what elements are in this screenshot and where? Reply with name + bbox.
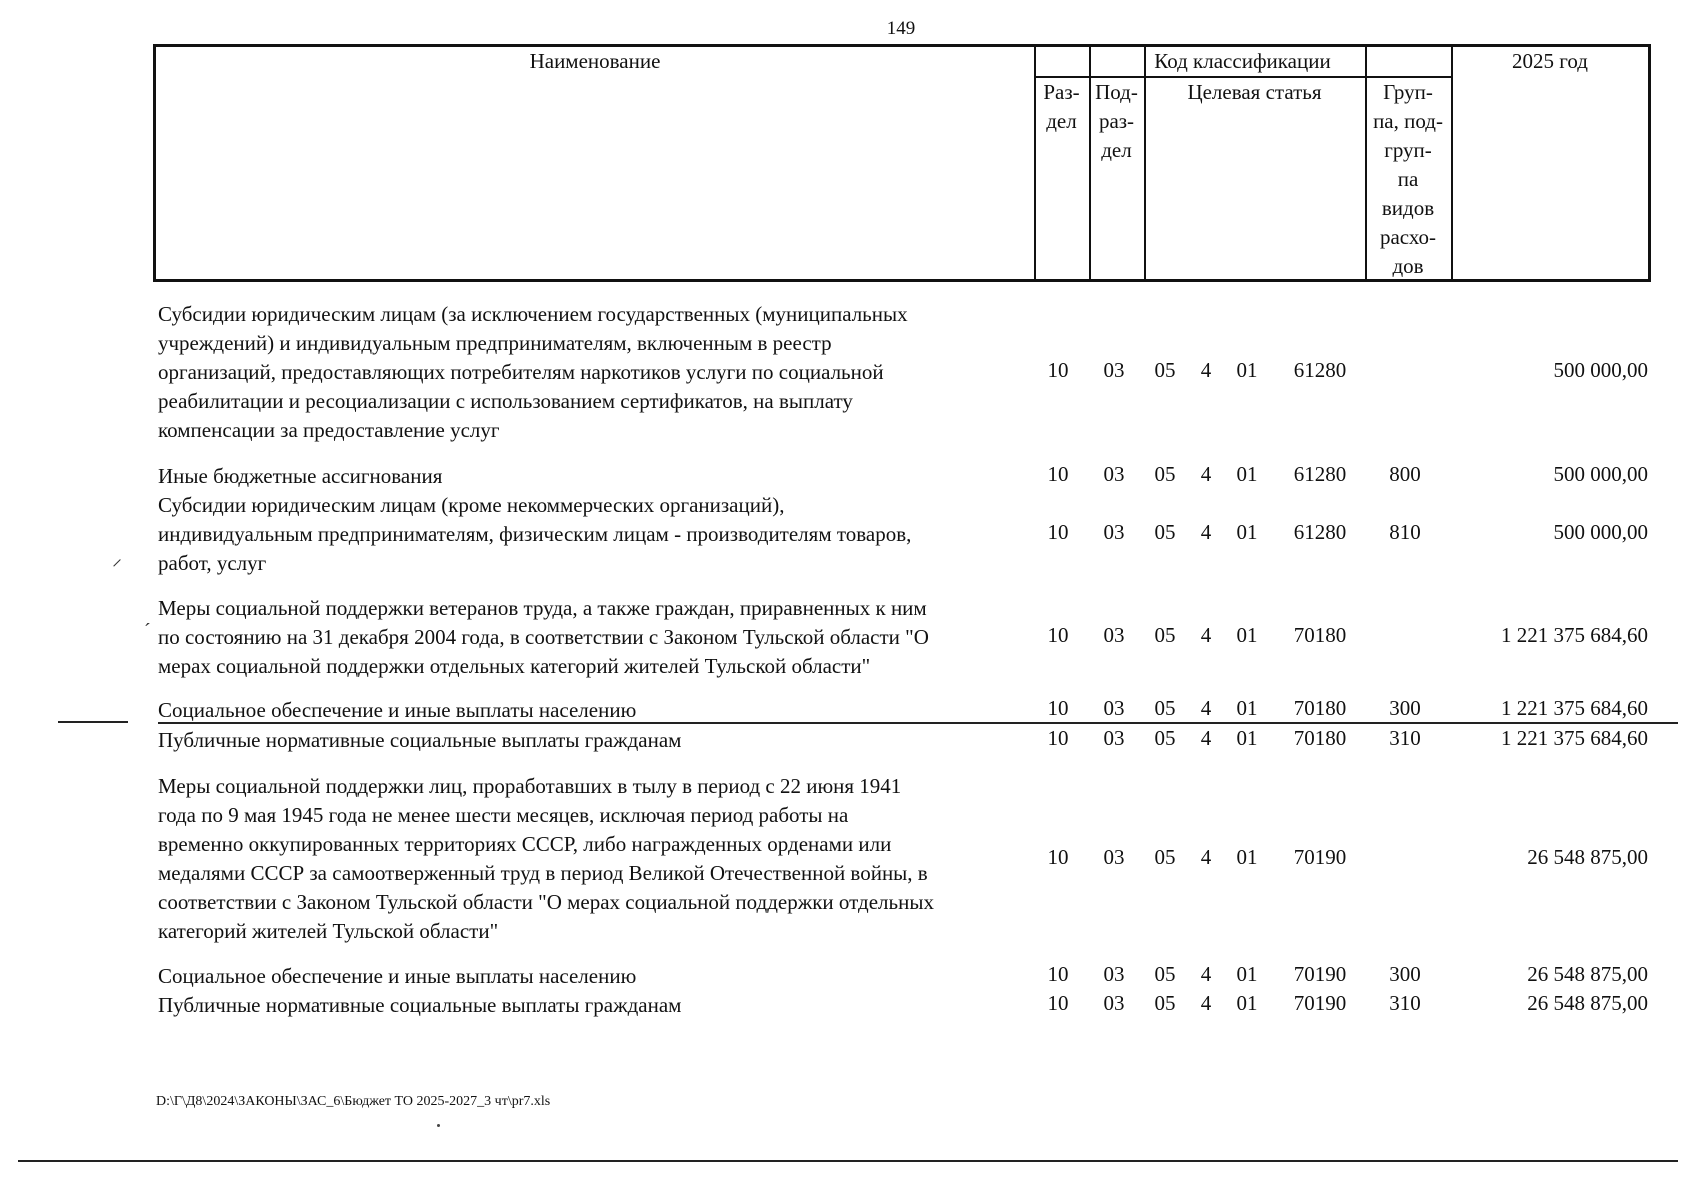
row-code-part: 05 bbox=[1154, 991, 1176, 1015]
row-code-part: 4 bbox=[1200, 623, 1212, 647]
row-name: Субсидии юридическим лицам (кроме некоммерческих организаций), индивидуальным предпринимателям, физическим лицам - производителям товаров, работ, услуг bbox=[158, 493, 912, 575]
row-code-part: 05 bbox=[1154, 358, 1176, 382]
row-code-part: 4 bbox=[1200, 962, 1212, 986]
row-code-part: 61280 bbox=[1293, 358, 1347, 382]
row-name: Меры социальной поддержки лиц, проработавших в тылу в период с 22 июня 1941 года по 9 мая 1945 года не менее шести месяцев, исключая период работы на временно оккупированных территориях СССР, либо награжденных орденами или медалями СССР за самоотверженный труд в период Великой Отечественной войны, в соответствии с Законом Тульской области "О мерах социальной поддержки отдельных категорий жителей Тульской области" bbox=[158, 774, 934, 943]
row-amount: 500 000,00 bbox=[1553, 520, 1648, 544]
row-code-part: 70180 bbox=[1293, 726, 1347, 750]
header-year: 2025 год bbox=[1512, 49, 1588, 73]
table-header bbox=[153, 44, 1651, 282]
row-code-part: 01 bbox=[1236, 520, 1258, 544]
row-razdel: 10 bbox=[1047, 358, 1069, 382]
row-code-part: 05 bbox=[1154, 726, 1176, 750]
row-amount: 1 221 375 684,60 bbox=[1501, 623, 1648, 647]
row-code-part: 61280 bbox=[1293, 462, 1347, 486]
row-code-part: 4 bbox=[1200, 462, 1212, 486]
row-razdel: 10 bbox=[1047, 845, 1069, 869]
row-amount: 500 000,00 bbox=[1553, 462, 1648, 486]
header-code: Код классификации bbox=[1154, 49, 1331, 73]
row-amount: 1 221 375 684,60 bbox=[1501, 726, 1648, 750]
row-code-part: 05 bbox=[1154, 696, 1176, 720]
row-name: Публичные нормативные социальные выплаты гражданам bbox=[158, 728, 682, 752]
row-podrazdel: 03 bbox=[1103, 623, 1125, 647]
row-amount: 1 221 375 684,60 bbox=[1501, 696, 1648, 720]
row-code-part: 01 bbox=[1236, 358, 1258, 382]
header-podrazdel: Под- раз- дел bbox=[1095, 80, 1138, 162]
row-code-part: 70190 bbox=[1293, 991, 1347, 1015]
row-code-part: 01 bbox=[1236, 726, 1258, 750]
row-podrazdel: 03 bbox=[1103, 845, 1125, 869]
row-group: 300 bbox=[1389, 696, 1421, 720]
row-code-part: 01 bbox=[1236, 845, 1258, 869]
row-code-part: 05 bbox=[1154, 962, 1176, 986]
row-code-part: 01 bbox=[1236, 991, 1258, 1015]
dot bbox=[437, 1124, 440, 1127]
row-code-part: 4 bbox=[1200, 696, 1212, 720]
header-divider bbox=[1451, 47, 1453, 279]
row-code-part: 70190 bbox=[1293, 845, 1347, 869]
divider bbox=[158, 722, 1678, 724]
row-code-part: 01 bbox=[1236, 623, 1258, 647]
row-podrazdel: 03 bbox=[1103, 358, 1125, 382]
row-code-part: 05 bbox=[1154, 845, 1176, 869]
row-code-part: 61280 bbox=[1293, 520, 1347, 544]
row-code-part: 4 bbox=[1200, 845, 1212, 869]
row-razdel: 10 bbox=[1047, 726, 1069, 750]
header-tselevaya: Целевая статья bbox=[1187, 80, 1322, 104]
pen-mark: ˊ bbox=[144, 620, 151, 642]
row-group: 810 bbox=[1389, 520, 1421, 544]
row-razdel: 10 bbox=[1047, 696, 1069, 720]
header-name: Наименование bbox=[529, 49, 661, 73]
header-gruppa: Груп- па, под- груп- па видов расхо- дов bbox=[1373, 80, 1443, 278]
row-group: 800 bbox=[1389, 462, 1421, 486]
row-podrazdel: 03 bbox=[1103, 520, 1125, 544]
row-podrazdel: 03 bbox=[1103, 462, 1125, 486]
row-name: Меры социальной поддержки ветеранов труда, а также граждан, приравненных к ним по состоянию на 31 декабря 2004 года, в соответствии с Законом Тульской области "О мерах социальной поддержки отдельных категорий жителей Тульской области" bbox=[158, 596, 929, 678]
row-group: 310 bbox=[1389, 991, 1421, 1015]
page-number: 149 bbox=[886, 18, 916, 39]
row-code-part: 4 bbox=[1200, 726, 1212, 750]
row-group: 310 bbox=[1389, 726, 1421, 750]
row-razdel: 10 bbox=[1047, 462, 1069, 486]
row-name: Иные бюджетные ассигнования bbox=[158, 464, 443, 488]
row-code-part: 01 bbox=[1236, 462, 1258, 486]
divider bbox=[58, 721, 128, 723]
row-amount: 26 548 875,00 bbox=[1527, 991, 1648, 1015]
file-path: D:\Г\Д8\2024\ЗАКОНЫ\ЗАС_6\Бюджет ТО 2025-2027_3 чт\pr7.xls bbox=[156, 1094, 551, 1109]
row-amount: 26 548 875,00 bbox=[1527, 962, 1648, 986]
row-code-part: 05 bbox=[1154, 462, 1176, 486]
row-code-part: 01 bbox=[1236, 962, 1258, 986]
header-razdel: Раз- дел bbox=[1043, 80, 1080, 133]
row-podrazdel: 03 bbox=[1103, 696, 1125, 720]
divider bbox=[18, 1160, 1678, 1162]
row-name: Субсидии юридическим лицам (за исключением государственных (муниципальных учреждений) и индивидуальным предпринимателям, включенным в реестр организаций, предоставляющих потребителям наркотиков услуги по социальной реабилитации и ресоциализации с использованием сертификатов, на выплату компенсации за предоставление услуг bbox=[158, 302, 908, 442]
row-group: 300 bbox=[1389, 962, 1421, 986]
row-code-part: 70180 bbox=[1293, 623, 1347, 647]
row-code-part: 05 bbox=[1154, 623, 1176, 647]
row-podrazdel: 03 bbox=[1103, 962, 1125, 986]
row-code-part: 4 bbox=[1200, 520, 1212, 544]
pen-mark: ⸝ bbox=[112, 548, 122, 570]
row-razdel: 10 bbox=[1047, 623, 1069, 647]
row-code-part: 05 bbox=[1154, 520, 1176, 544]
row-code-part: 4 bbox=[1200, 358, 1212, 382]
row-name: Социальное обеспечение и иные выплаты населению bbox=[158, 698, 637, 722]
row-razdel: 10 bbox=[1047, 520, 1069, 544]
row-podrazdel: 03 bbox=[1103, 726, 1125, 750]
row-podrazdel: 03 bbox=[1103, 991, 1125, 1015]
row-code-part: 01 bbox=[1236, 696, 1258, 720]
row-code-part: 4 bbox=[1200, 991, 1212, 1015]
row-amount: 500 000,00 bbox=[1553, 358, 1648, 382]
row-razdel: 10 bbox=[1047, 962, 1069, 986]
row-code-part: 70190 bbox=[1293, 962, 1347, 986]
row-code-part: 70180 bbox=[1293, 696, 1347, 720]
row-amount: 26 548 875,00 bbox=[1527, 845, 1648, 869]
row-razdel: 10 bbox=[1047, 991, 1069, 1015]
row-name: Социальное обеспечение и иные выплаты населению bbox=[158, 964, 637, 988]
row-name: Публичные нормативные социальные выплаты гражданам bbox=[158, 993, 682, 1017]
